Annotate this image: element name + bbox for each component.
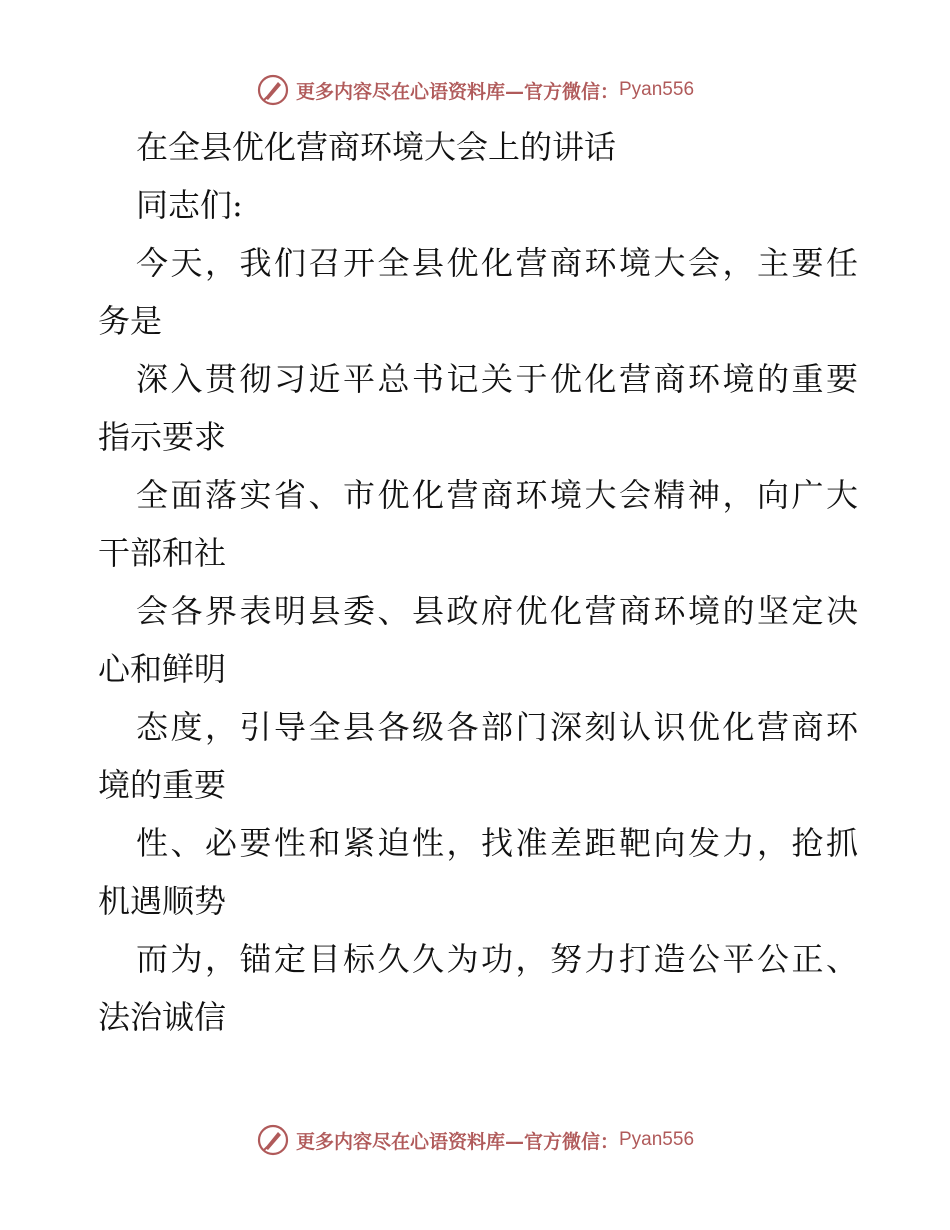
- paragraph-line: 指示要求: [98, 418, 227, 456]
- paragraph-line: 深入贯彻习近平总书记关于优化营商环境的重要: [136, 360, 858, 398]
- paragraph-line: 机遇顺势: [98, 882, 227, 920]
- salutation: 同志们:: [136, 186, 243, 224]
- paragraph-line: 心和鲜明: [98, 650, 227, 688]
- document-body: [98, 118, 858, 1046]
- paragraph-line: 性、必要性和紧迫性，找准差距靶向发力，抢抓: [136, 824, 858, 862]
- paragraph-line: 会各界表明县委、县政府优化营商环境的坚定决: [136, 592, 858, 630]
- header-watermark: [0, 70, 950, 110]
- feather-pen-icon: [256, 73, 290, 107]
- footer-watermark: [0, 1120, 950, 1160]
- paragraph-line: 务是: [98, 302, 163, 340]
- watermark-wechat-id: Pyan556: [619, 1129, 695, 1150]
- watermark-text: 更多内容尽在心语资料库—官方微信：: [295, 1130, 619, 1153]
- paragraph-line: 态度，引导全县各级各部门深刻认识优化营商环: [136, 708, 858, 746]
- paragraph-line: 而为，锚定目标久久为功，努力打造公平公正、: [136, 940, 858, 978]
- paragraph-line: 法治诚信: [98, 998, 227, 1036]
- paragraph-line: 今天，我们召开全县优化营商环境大会，主要任: [136, 244, 858, 282]
- paragraph-line: 干部和社: [98, 534, 227, 572]
- feather-pen-icon: [256, 1123, 290, 1157]
- document-title: 在全县优化营商环境大会上的讲话: [136, 128, 617, 166]
- paragraph-line: 境的重要: [98, 766, 227, 804]
- watermark-wechat-id: Pyan556: [619, 79, 695, 100]
- paragraph-line: 全面落实省、市优化营商环境大会精神，向广大: [136, 476, 858, 514]
- watermark-text: 更多内容尽在心语资料库—官方微信：: [295, 80, 619, 103]
